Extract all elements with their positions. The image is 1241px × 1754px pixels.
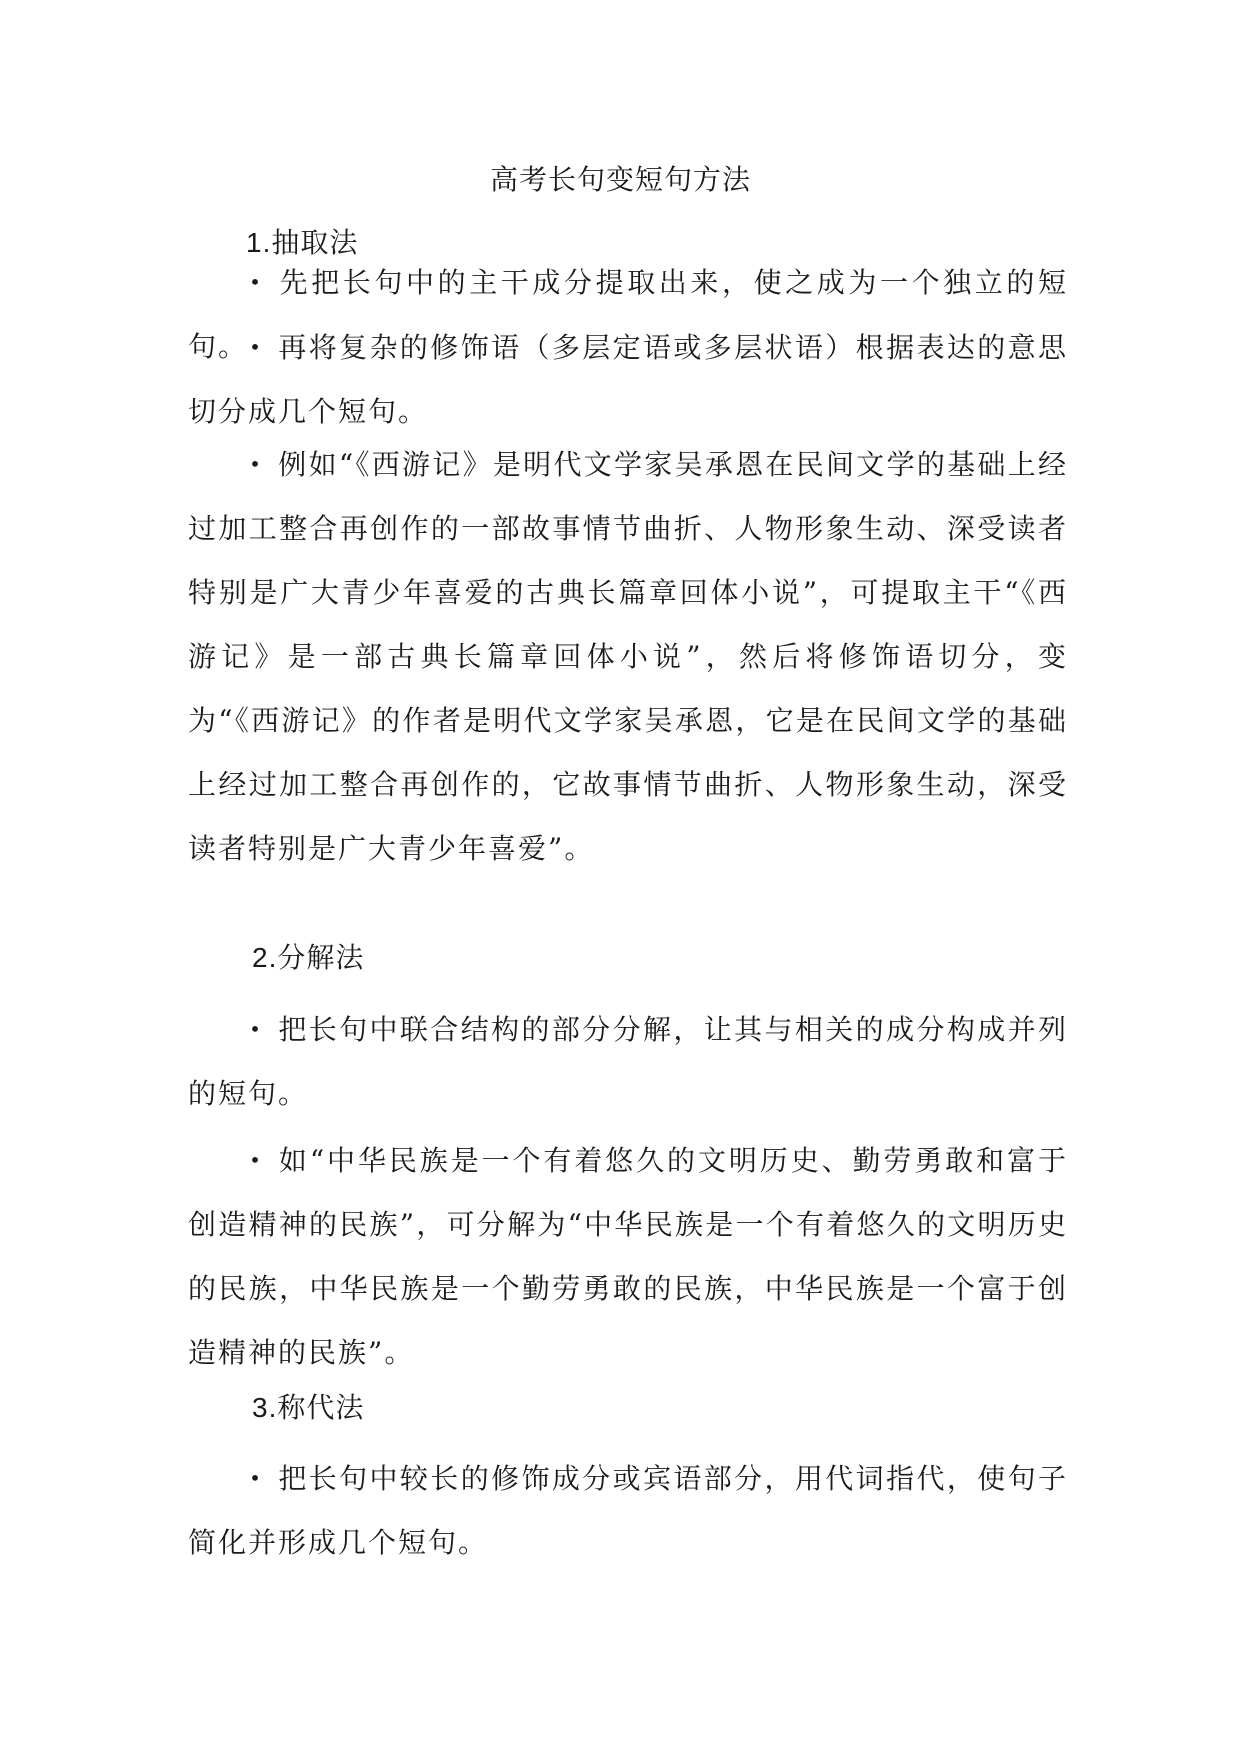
paragraph-text: 把长句中较长的修饰成分或宾语部分，用代词指代，使句子简化并形成几个短句。 [188, 1462, 1068, 1559]
paragraph-1-3 [188, 432, 1068, 881]
paragraph-2-2 [188, 1128, 1068, 1385]
paragraph-text: 先把长句中的主干成分提取出来，使之成为一个独立的短句。 [188, 266, 1068, 363]
paragraph-2-1 [188, 997, 1068, 1126]
section-heading-1: 1.抽取法 [246, 227, 359, 258]
bullet-icon: • [249, 1466, 263, 1490]
document-title: 高考长句变短句方法 [489, 163, 751, 196]
paragraph-1-2 [188, 315, 1068, 444]
bullet-icon: • [249, 1148, 263, 1172]
paragraph-text: 把长句中联合结构的部分分解，让其与相关的成分构成并列的短句。 [188, 1013, 1068, 1110]
bullet-icon: • [249, 452, 263, 476]
bullet-icon: • [249, 1017, 263, 1041]
bullet-icon: • [249, 270, 263, 294]
paragraph-text: 如“中华民族是一个有着悠久的文明历史、勤劳勇敢和富于创造精神的民族”，可分解为“中华民族是一个有着悠久的文明历史的民族，中华民族是一个勤劳勇敢的民族，中华民族是一个富于创造精神的民族”。 [188, 1144, 1068, 1369]
bullet-icon: • [249, 335, 263, 359]
paragraph-3-1 [188, 1446, 1068, 1575]
paragraph-text: 再将复杂的修饰语（多层定语或多层状语）根据表达的意思切分成几个短句。 [188, 331, 1068, 428]
section-heading-3: 3.称代法 [252, 1392, 365, 1423]
paragraph-text: 例如“《西游记》是明代文学家吴承恩在民间文学的基础上经过加工整合再创作的一部故事情节曲折、人物形象生动、深受读者特别是广大青少年喜爱的古典长篇章回体小说”，可提取主干“《西游记》是一部古典长篇章回体小说”，然后将修饰语切分，变为“《西游记》的作者是明代文学家吴承恩，它是在民间文学的基础上经过加工整合再创作的，它故事情节曲折、人物形象生动，深受读者特别是广大青少年喜爱”。 [188, 448, 1068, 865]
section-heading-2: 2.分解法 [252, 942, 365, 973]
